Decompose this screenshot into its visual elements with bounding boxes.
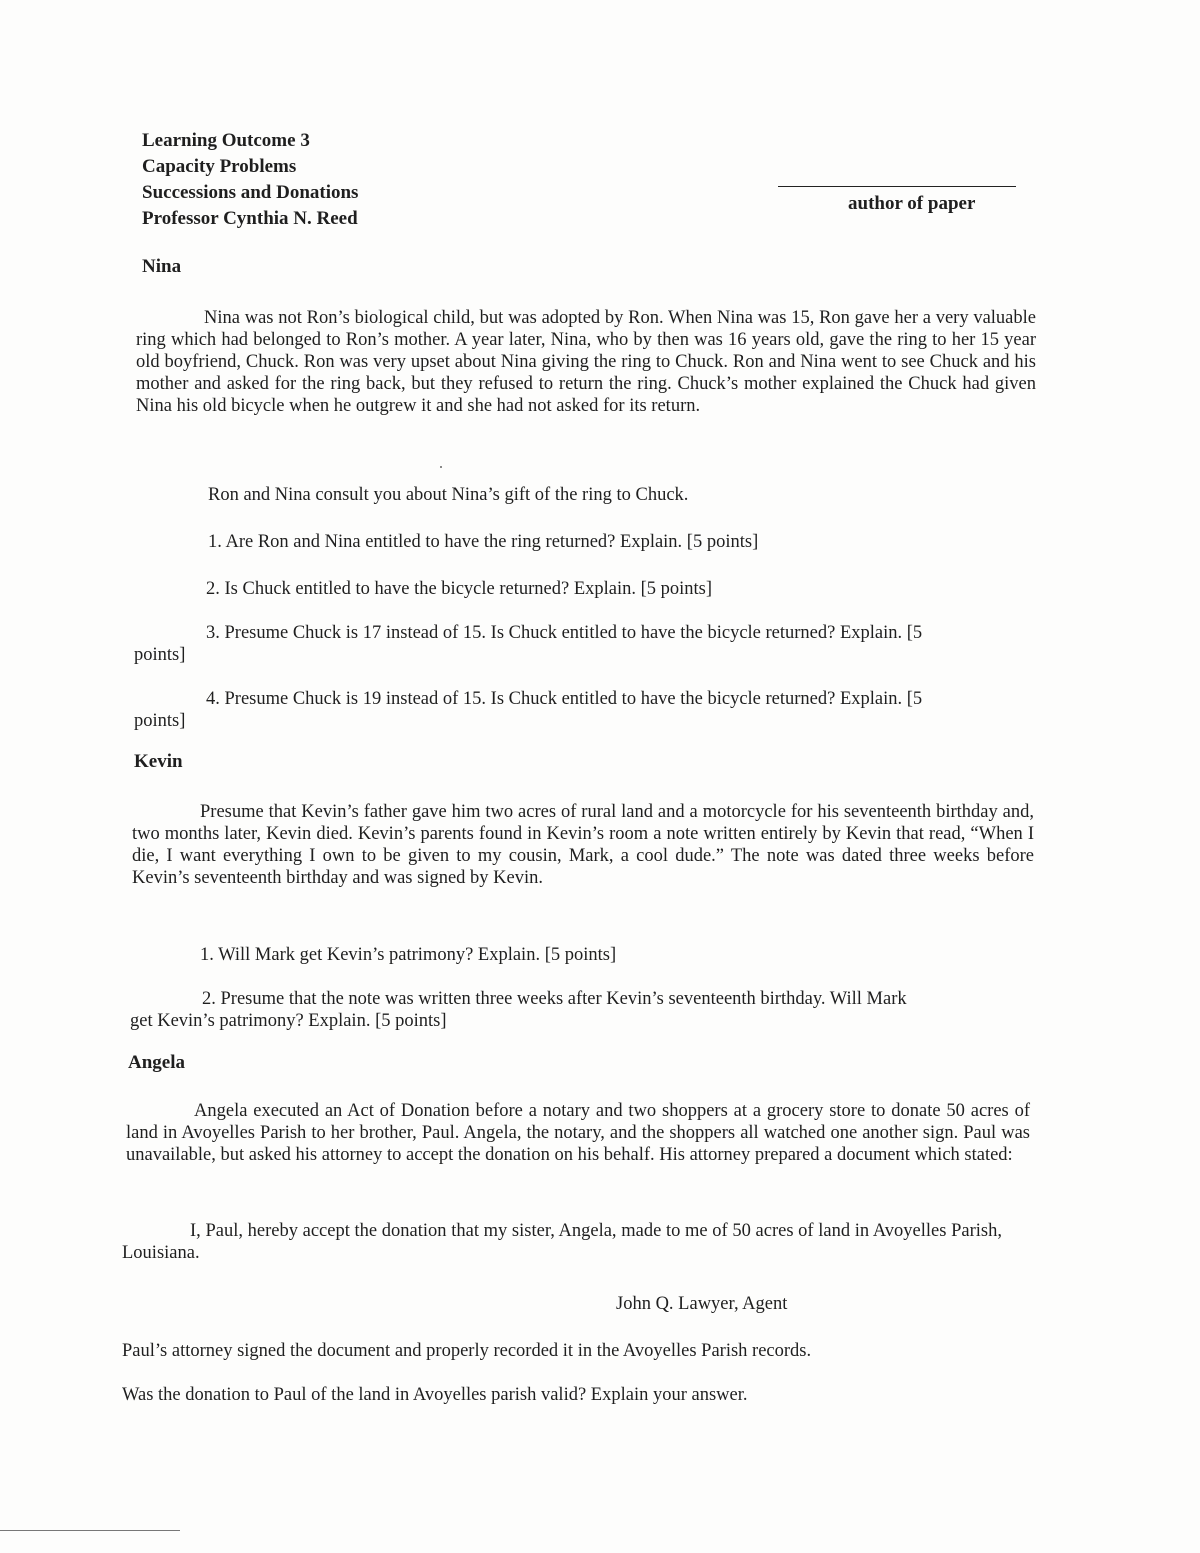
nina-fact-text: Nina was not Ron’s biological child, but was adopted by Ron. When Nina was 15, Ron gave her a very valuable ring which had belonged to Ron’s mother. A year later, Nina, who by then was 16 years old, gave the ring to her 15 year old boyfriend, Chuck. Ron was very upset about Nina giving the ring to Chuck. Ron and Nina went to see Chuck and his mother and asked for the ring back, but they refused to return the ring. Chuck’s mother explained the Chuck had given Nina his old bicycle when he outgrew it and she had not asked for its return. (136, 308, 1036, 416)
agent-signature-line: John Q. Lawyer, Agent (616, 1294, 788, 1314)
nina-question-1: 1. Are Ron and Nina entitled to have the ring returned? Explain. [5 points] (208, 532, 759, 552)
nina-question-4 (134, 688, 922, 732)
header-course: Successions and Donations (142, 182, 359, 203)
nina-fact-pattern (136, 307, 1036, 417)
nina-question-3 (134, 622, 922, 666)
kevin-question-2-line2: get Kevin’s patrimony? Explain. [5 points] (130, 1011, 447, 1031)
kevin-fact-text: Presume that Kevin’s father gave him two acres of rural land and a motorcycle for his seventeenth birthday and, two months later, Kevin died. Kevin’s parents found in Kevin’s room a note written entirely by Kevin that read, “When I die, I want everything I own to be given to my cousin, Mark, a cool dude.” The note was dated three weeks before Kevin’s seventeenth birthday and was signed by Kevin. (132, 802, 1034, 888)
kevin-question-2-line1: 2. Presume that the note was written three weeks after Kevin’s seventeenth birthday. Will Mark (202, 989, 907, 1009)
nina-question-2: 2. Is Chuck entitled to have the bicycle returned? Explain. [5 points] (206, 579, 713, 599)
header-learning-outcome: Learning Outcome 3 (142, 130, 310, 151)
nina-question-3-line2: points] (134, 645, 186, 665)
kevin-fact-pattern (132, 801, 1034, 889)
angela-fact-text: Angela executed an Act of Donation before a notary and two shoppers at a grocery store to donate 50 acres of land in Avoyelles Parish to her brother, Paul. Angela, the notary, and the shoppers all watched one another sign. Paul was unavailable, but asked his attorney to accept the donation on his behalf. His attorney prepared a document which stated: (126, 1101, 1030, 1165)
header-professor: Professor Cynthia N. Reed (142, 208, 358, 229)
author-label: author of paper (848, 193, 976, 214)
kevin-question-1: 1. Will Mark get Kevin’s patrimony? Explain. [5 points] (200, 945, 617, 965)
section-heading-kevin: Kevin (134, 751, 183, 772)
nina-question-4-line1: 4. Presume Chuck is 19 instead of 15. Is Chuck entitled to have the bicycle returned? Explain. [5 (206, 689, 923, 709)
author-signature-line (778, 186, 1016, 187)
angela-fact-pattern (126, 1100, 1030, 1166)
nina-question-3-line1: 3. Presume Chuck is 17 instead of 15. Is Chuck entitled to have the bicycle returned? Explain. [5 (206, 623, 923, 643)
scan-artifact-dot (440, 466, 442, 468)
section-heading-angela: Angela (128, 1052, 185, 1073)
document-header (142, 128, 358, 232)
nina-question-4-line2: points] (134, 711, 186, 731)
acceptance-quote-text: I, Paul, hereby accept the donation that my sister, Angela, made to me of 50 acres of land in Avoyelles Parish, Louisiana. (122, 1221, 1002, 1263)
angela-question: Was the donation to Paul of the land in Avoyelles parish valid? Explain your answer. (122, 1385, 748, 1405)
header-topic: Capacity Problems (142, 156, 297, 177)
nina-consult-line: Ron and Nina consult you about Nina’s gift of the ring to Chuck. (208, 485, 689, 505)
section-heading-nina: Nina (142, 256, 182, 277)
scan-edge-line (0, 1530, 180, 1531)
acceptance-quote (122, 1220, 1002, 1264)
recording-statement: Paul’s attorney signed the document and properly recorded it in the Avoyelles Parish records. (122, 1341, 812, 1361)
kevin-question-2 (130, 988, 907, 1032)
